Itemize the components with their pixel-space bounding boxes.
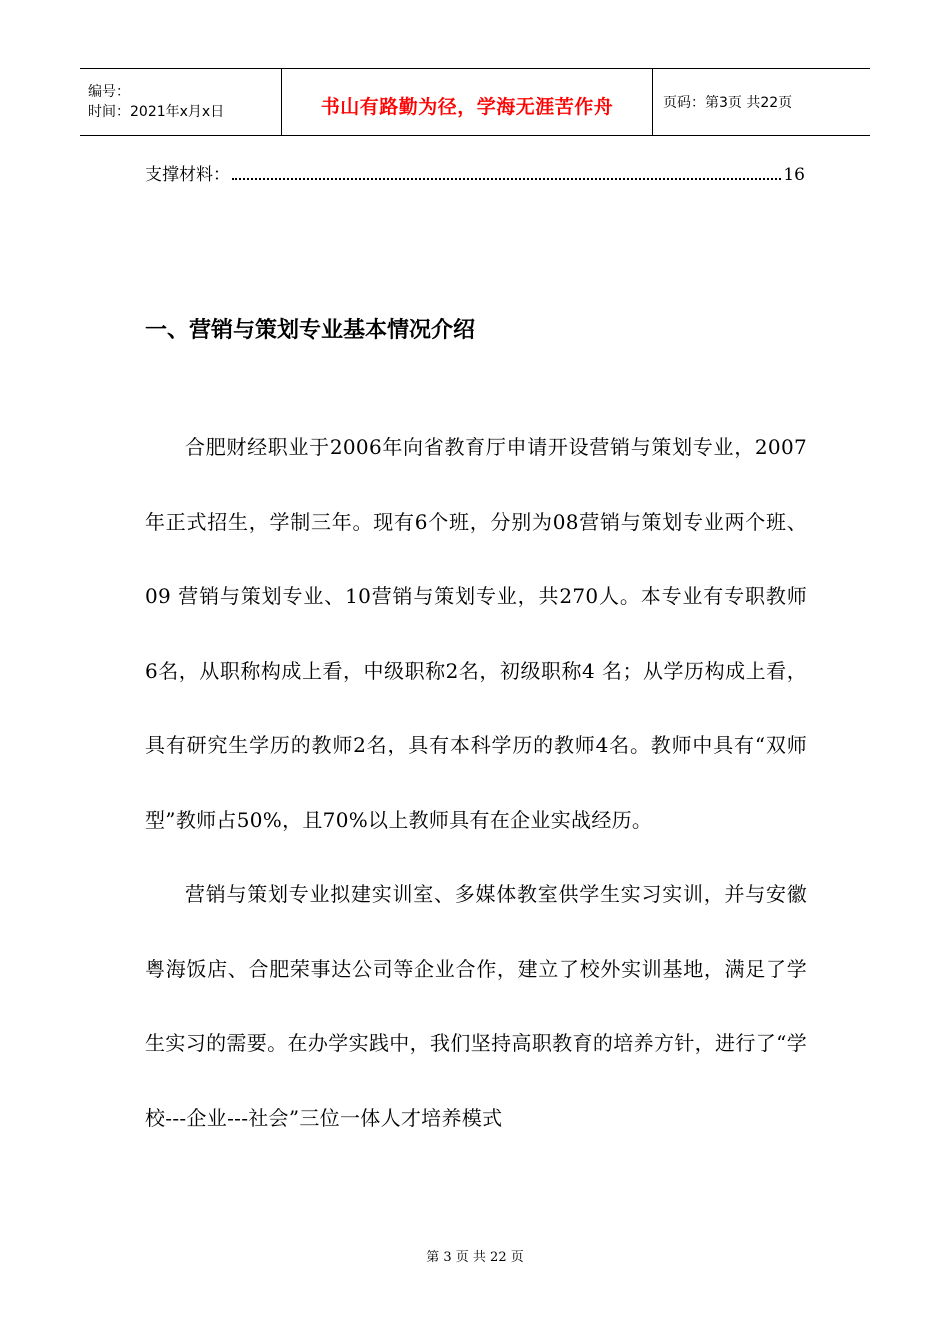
- page-footer: 第 3 页 共 22 页: [426, 1250, 524, 1265]
- paragraph: 合肥财经职业于2006年向省教育厅申请开设营销与策划专业，2007年正式招生，学制三年。现有6个班，分别为08营销与策划专业两个班、09 营销与策划专业、10营销与策划专业，共270人。本专业有专职教师 6名，从职称构成上看，中级职称2名，初级职称4 名；从学历构成上看，具有研究生学历的教师2名，具有本科学历的教师4名。教师中具有“双师型”教师占50%，且70%以上教师具有在企业实战经历。: [145, 435, 807, 832]
- document-number-label: 编号：: [88, 84, 130, 100]
- header-page-cell: [653, 69, 870, 135]
- toc-leader-dots: [232, 177, 781, 180]
- document-date-label: 时间：2021年x月x日: [88, 104, 225, 120]
- header-page-info: 页码：第3页 共22页: [663, 95, 793, 111]
- paragraph: 营销与策划专业拟建实训室、多媒体教室供学生实习实训，并与安徽粤海饭店、合肥荣事达公司等企业合作，建立了校外实训基地，满足了学生实习的需要。在办学实践中，我们坚持高职教育的培养方针，进行了“学校---企业---社会”三位一体人才培养模式: [145, 882, 807, 1130]
- header-info-cell: [80, 69, 282, 135]
- toc-entry-page: 16: [783, 165, 805, 185]
- body-text: [145, 410, 807, 1155]
- header-motto: 书山有路勤为径，学海无涯苦作舟: [320, 95, 614, 118]
- section-title: 一、营销与策划专业基本情况介绍: [145, 318, 476, 343]
- toc-entry-label: 支撑材料：: [145, 165, 230, 185]
- toc-entry: [145, 160, 805, 185]
- page-header: [80, 68, 870, 136]
- header-motto-cell: [282, 69, 653, 135]
